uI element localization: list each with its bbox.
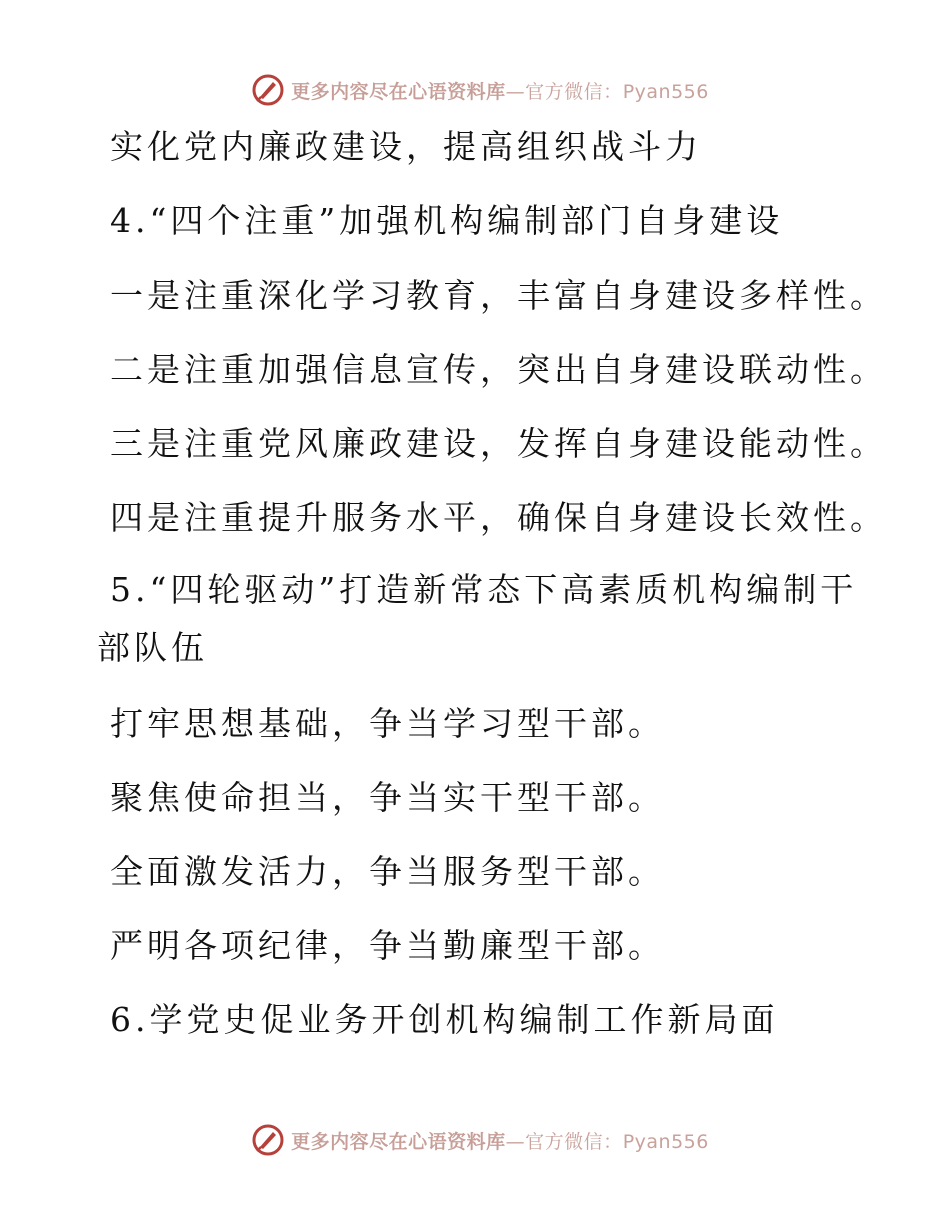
header-watermark <box>0 70 950 110</box>
watermark-account: Pyan556 <box>622 1130 709 1153</box>
body-line: 聚焦使命担当，争当实干型干部。 <box>110 778 665 817</box>
body-line: 打牢思想基础，争当学习型干部。 <box>110 704 665 743</box>
quill-logo-icon <box>251 1123 285 1157</box>
body-line: 二是注重加强信息宣传，突出自身建设联动性。 <box>110 350 887 389</box>
watermark-site: 更多内容尽在心语资料库 <box>291 1130 506 1153</box>
watermark-text <box>291 77 709 104</box>
section-heading-continued: 部队伍 <box>97 628 208 667</box>
body-line: 一是注重深化学习教育，丰富自身建设多样性。 <box>110 276 887 315</box>
watermark-group <box>251 73 709 107</box>
quill-logo-icon <box>251 73 285 107</box>
body-line: 三是注重党风廉政建设，发挥自身建设能动性。 <box>110 424 887 463</box>
body-line: 全面激发活力，争当服务型干部。 <box>110 852 665 891</box>
section-heading: 6.学党史促业务开创机构编制工作新局面 <box>110 1000 779 1039</box>
watermark-account: Pyan556 <box>622 80 709 103</box>
body-line: 实化党内廉政建设，提高组织战斗力 <box>110 127 702 166</box>
section-heading: 4.“四个注重”加强机构编制部门自身建设 <box>110 201 784 240</box>
watermark-dash: — <box>505 80 526 103</box>
footer-watermark <box>0 1120 950 1160</box>
watermark-official: 官方微信： <box>525 1130 623 1153</box>
body-line: 四是注重提升服务水平，确保自身建设长效性。 <box>110 498 887 537</box>
watermark-text <box>291 1127 709 1154</box>
watermark-site: 更多内容尽在心语资料库 <box>291 80 506 103</box>
body-line: 严明各项纪律，争当勤廉型干部。 <box>110 926 665 965</box>
watermark-dash: — <box>505 1130 526 1153</box>
watermark-official: 官方微信： <box>525 80 623 103</box>
watermark-group <box>251 1123 709 1157</box>
section-heading: 5.“四轮驱动”打造新常态下高素质机构编制干 <box>110 570 858 609</box>
